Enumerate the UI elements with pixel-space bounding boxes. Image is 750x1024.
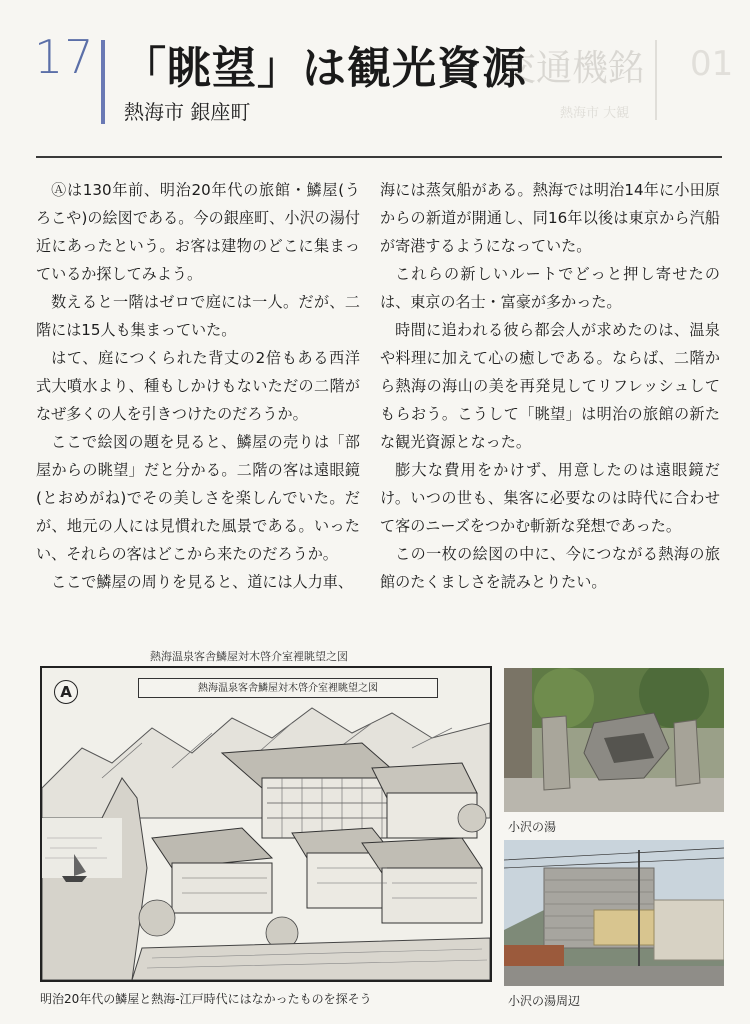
photo-caption: 小沢の湯周辺 — [508, 994, 581, 1008]
paragraph: 膨大な費用をかけず、用意したのは遠眼鏡だけ。いつの世も、集客に必要なのは時代に合わせて客のニーズをつかむ斬新な発想であった。 — [380, 461, 720, 535]
photo-caption: 小沢の湯 — [508, 820, 557, 834]
header-divider-bar — [101, 40, 105, 124]
page-subtitle: 熱海市 銀座町 — [124, 100, 251, 124]
engraving-banner-text: 熱海温泉客舎鱗屋対木啓介室裡眺望之図 — [198, 683, 378, 694]
bleed-through-number: 01 — [690, 44, 734, 84]
page-title: 「眺望」は観光資源 — [122, 43, 527, 94]
photo-stones-image — [504, 668, 724, 812]
photo-ozawa-no-yu-surroundings — [504, 840, 724, 986]
engraving-illustration — [40, 666, 492, 982]
figure-caption: 明治20年代の鱗屋と熱海-江戸時代にはなかったものを探そう — [40, 992, 372, 1006]
figure-marker-a: A — [54, 680, 78, 704]
chapter-number: 17 — [34, 30, 95, 84]
bleed-through-title: 交通機銘 — [500, 48, 645, 89]
paragraph: Ⓐは130年前、明治20年代の旅館・鱗屋(うろこや)の絵図である。今の銀座町、小沢の湯付近にあったという。お客は建物のどこに集まっているか探してみよう。 — [36, 181, 360, 283]
paragraph: 時間に追われる彼ら都会人が求めたのは、温泉や料理に加えて心の癒しである。ならば、二階から熱海の海山の美を再発見してリフレッシュしてもらおう。こうして「眺望」は明治の旅館の新たな観光資源となった。 — [380, 321, 720, 451]
engraving-drawing — [42, 668, 490, 980]
paragraph: 数えると一階はゼロで庭には一人。だが、二階には15人も集まっていた。 — [36, 293, 360, 339]
paragraph: ここで鱗屋の周りを見ると、道には人力車、 — [51, 573, 353, 591]
paragraph: 海には蒸気船がある。熱海では明治14年に小田原からの新道が開通し、同16年以後は東京から汽船が寄港するようになっていた。 — [380, 181, 720, 255]
header-rule — [36, 156, 722, 158]
paragraph: これらの新しいルートでどっと押し寄せたのは、東京の名士・富豪が多かった。 — [380, 265, 720, 311]
paragraph: ここで絵図の題を見ると、鱗屋の売りは「部屋からの眺望」だと分かる。二階の客は遠眼鏡(とおめがね)でその美しさを楽しんでいた。だが、地元の人には見慣れた風景である。いったい、それらの客はどこから来たのだろうか。 — [36, 433, 360, 563]
bleed-through-subtitle: 熱海市 大観 — [560, 106, 630, 121]
paragraph: はて、庭につくられた背丈の2倍もある西洋式大噴水より、種もしかけもないただの二階がなぜ多くの人を引きつけたのだろうか。 — [36, 349, 360, 423]
article-column-left — [36, 176, 360, 596]
article-column-right — [380, 176, 720, 596]
photo-ozawa-no-yu — [504, 668, 724, 812]
bleed-through-bar — [655, 40, 657, 120]
figure-title-caption: 熱海温泉客舎鱗屋対木啓介室裡眺望之図 — [150, 650, 348, 663]
engraving-banner — [138, 678, 438, 698]
photo-street-image — [504, 840, 724, 986]
paragraph: この一枚の絵図の中に、今につながる熱海の旅館のたくましさを読みとりたい。 — [380, 545, 720, 591]
